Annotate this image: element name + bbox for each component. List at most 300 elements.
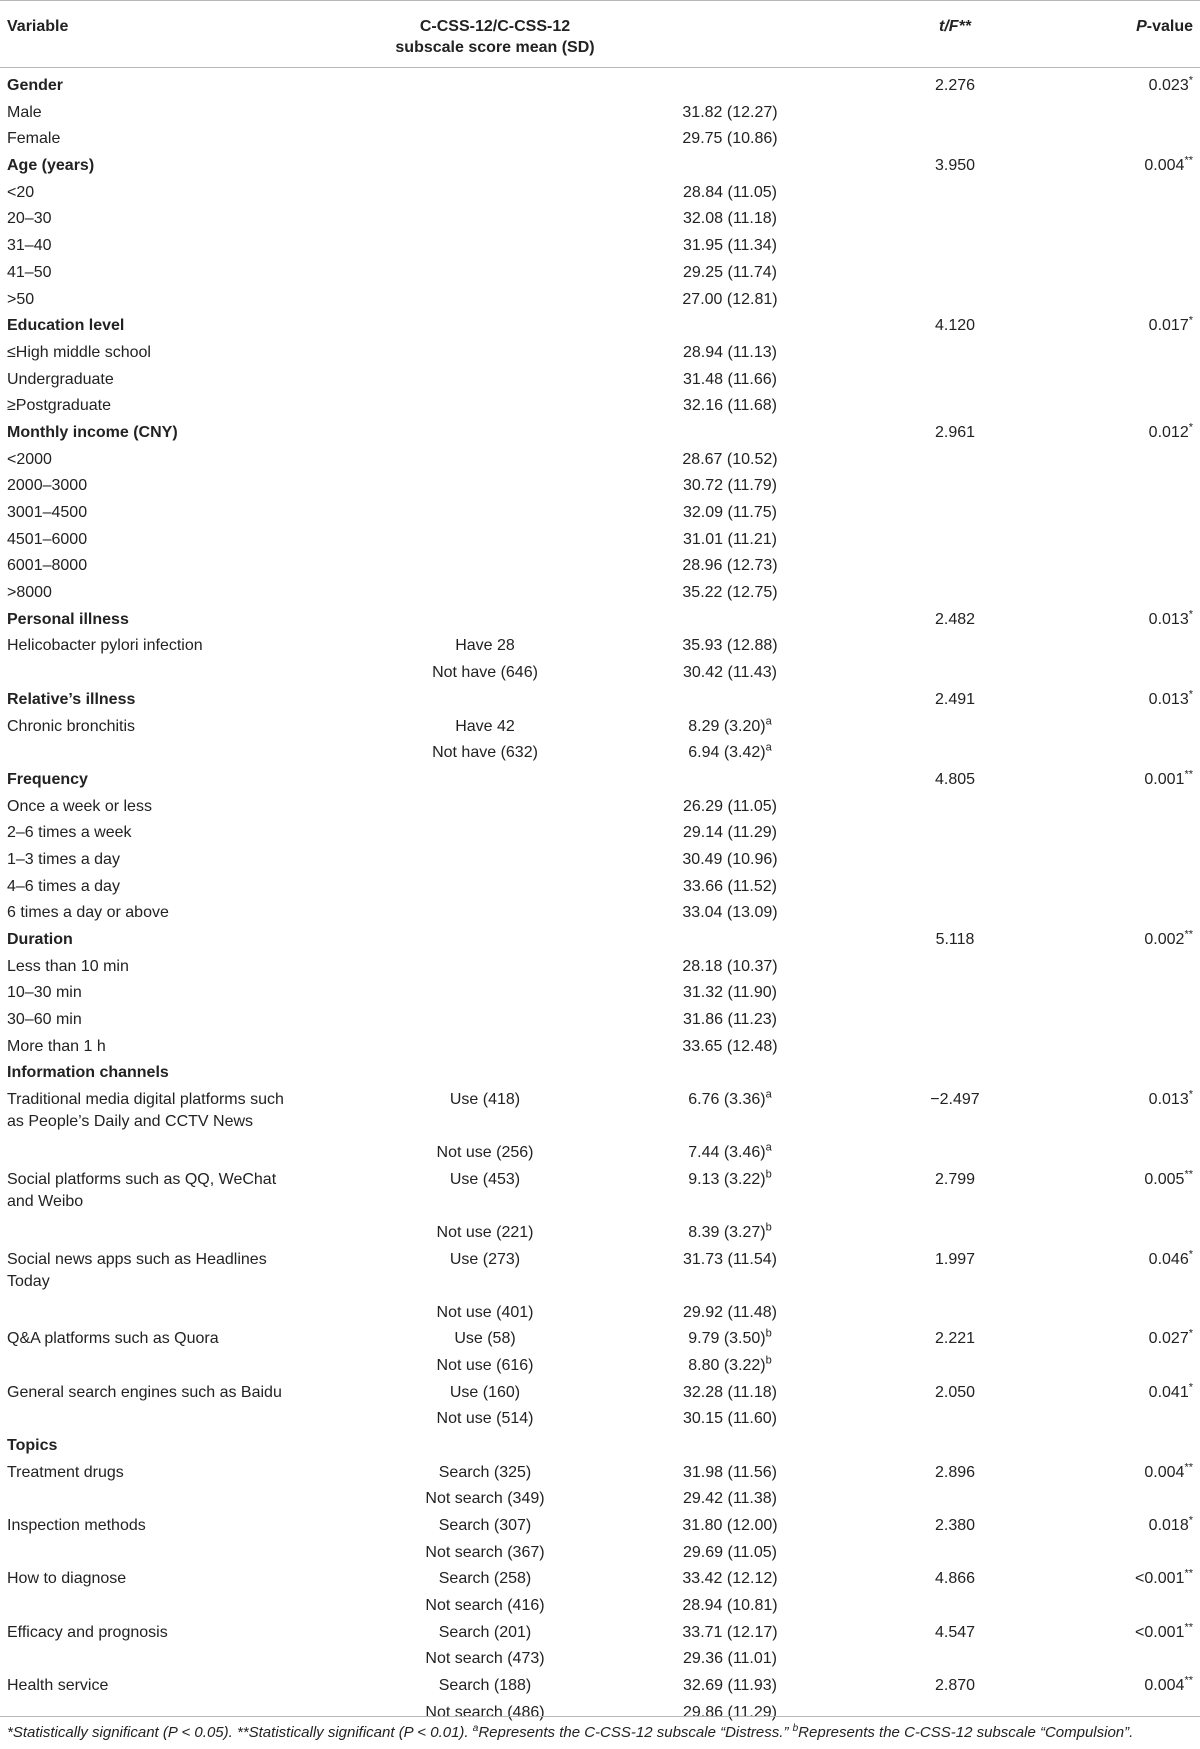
score-superscript: b (765, 1327, 772, 1340)
p-value-cell (1149, 1089, 1193, 1111)
score-cell (640, 1568, 820, 1590)
group-cell: Search (188) (438, 1677, 532, 1695)
tf-cell: 4.547 (934, 1623, 976, 1641)
score-cell (640, 1382, 820, 1404)
score-cell (640, 342, 820, 364)
variable-cell: Health service (7, 1677, 109, 1695)
group-cell: Not use (256) (436, 1144, 534, 1162)
score-superscript: a (765, 1088, 772, 1101)
score-cell (640, 1462, 820, 1484)
group-cell: Not search (473) (425, 1650, 545, 1668)
group-cell: Not search (367) (425, 1543, 545, 1561)
score-cell (640, 662, 820, 684)
table-section-row (0, 315, 1200, 342)
p-significance-mark: ** (1184, 1168, 1193, 1181)
p-value-cell (1144, 769, 1193, 791)
score-cell (640, 1355, 820, 1377)
tf-cell: 2.482 (934, 610, 976, 628)
p-value-cell (1149, 1382, 1193, 1404)
score-cell (640, 742, 820, 764)
tf-cell: 2.870 (934, 1677, 976, 1695)
score-value: 8.29 (3.20) (688, 717, 766, 735)
score-value: 30.15 (11.60) (683, 1410, 777, 1428)
table-row (0, 582, 1200, 609)
score-value: 29.86 (11.29) (683, 1703, 777, 1721)
score-value: 28.84 (11.05) (683, 183, 777, 201)
p-value-cell (1135, 1568, 1193, 1590)
score-cell (640, 262, 820, 284)
variable-cell: Education level (7, 317, 125, 335)
p-value-cell (1149, 422, 1193, 444)
group-cell: Not have (632) (432, 744, 538, 762)
score-superscript: a (765, 715, 772, 728)
table-row (0, 742, 1200, 769)
table-body (0, 75, 1200, 1729)
p-significance-mark: * (1188, 421, 1193, 434)
variable-cell: 30–60 min (7, 1011, 82, 1029)
score-cell (640, 582, 820, 604)
header-p-italic: P (1136, 18, 1147, 35)
tf-cell: 1.997 (934, 1250, 976, 1268)
p-value: <0.001 (1135, 1570, 1185, 1588)
score-value: 31.98 (11.56) (683, 1463, 777, 1481)
score-value: 32.16 (11.68) (683, 397, 777, 415)
score-cell (640, 1675, 820, 1697)
variable-cell: >50 (7, 290, 35, 308)
score-cell (640, 982, 820, 1004)
variable-cell: Social news apps such as Headlines Today (7, 1250, 267, 1290)
table-row (0, 502, 1200, 529)
score-value: 32.69 (11.93) (683, 1677, 777, 1695)
score-cell (640, 1408, 820, 1430)
table-row (0, 449, 1200, 476)
p-value-cell (1144, 155, 1193, 177)
p-value: 0.041 (1148, 1383, 1189, 1401)
variable-cell: <2000 (7, 450, 52, 468)
p-value: 0.013 (1148, 1091, 1189, 1109)
table-row (0, 956, 1200, 983)
p-value: 0.004 (1144, 157, 1185, 175)
p-significance-mark: * (1188, 608, 1193, 621)
p-significance-mark: ** (1184, 1568, 1193, 1581)
score-cell (640, 529, 820, 551)
table-row (0, 1462, 1200, 1489)
table-header (0, 0, 1200, 68)
score-cell (640, 1302, 820, 1324)
group-cell: Not use (401) (436, 1303, 534, 1321)
score-value: 33.66 (11.52) (683, 877, 777, 895)
table-row (0, 1089, 1200, 1142)
table-row (0, 289, 1200, 316)
p-value-cell (1149, 1249, 1193, 1271)
table-row (0, 1648, 1200, 1675)
table-row (0, 235, 1200, 262)
table-row (0, 395, 1200, 422)
header-score-line2: subscale score mean (SD) (395, 39, 595, 56)
p-value: 0.018 (1148, 1517, 1189, 1534)
table-section-row (0, 929, 1200, 956)
variable-cell: <20 (7, 183, 35, 201)
score-value: 30.72 (11.79) (683, 477, 777, 495)
table-row (0, 716, 1200, 743)
p-value: 0.012 (1148, 423, 1189, 441)
score-cell (640, 395, 820, 417)
tf-cell: 4.866 (934, 1570, 976, 1588)
table-row (0, 902, 1200, 929)
p-significance-mark: * (1188, 688, 1193, 701)
p-value-cell (1144, 1675, 1193, 1697)
p-value: 0.013 (1148, 690, 1189, 708)
variable-cell: 2000–3000 (7, 477, 88, 495)
table-row (0, 822, 1200, 849)
variable-cell: 10–30 min (7, 984, 82, 1002)
tf-cell: 2.896 (934, 1463, 976, 1481)
table-row (0, 1622, 1200, 1649)
score-cell (640, 876, 820, 898)
p-significance-mark: * (1188, 1248, 1193, 1261)
variable-cell: Once a week or less (7, 797, 152, 815)
score-value: 7.44 (3.46) (688, 1144, 766, 1162)
score-cell (640, 1089, 820, 1111)
table-section-row (0, 422, 1200, 449)
p-value: <0.001 (1135, 1623, 1185, 1641)
table-row (0, 1675, 1200, 1702)
header-score (345, 16, 645, 58)
tf-cell: 2.491 (934, 690, 976, 708)
score-value: 35.93 (12.88) (682, 637, 778, 655)
group-cell: Not search (486) (425, 1703, 545, 1721)
score-cell (640, 635, 820, 657)
p-significance-mark: ** (1184, 1674, 1193, 1687)
variable-cell: Q&A platforms such as Quora (7, 1330, 219, 1348)
score-value: 31.95 (11.34) (683, 237, 777, 255)
group-cell: Have 42 (455, 717, 515, 735)
score-cell (640, 475, 820, 497)
p-significance-mark: * (1188, 1381, 1193, 1394)
score-cell (640, 1515, 820, 1537)
score-value: 35.22 (12.75) (682, 584, 778, 602)
tf-cell: 2.961 (934, 423, 976, 441)
footnote-part3: Represents the C-CSS-12 subscale “Compulsion”. (798, 1724, 1134, 1741)
variable-cell: Helicobacter pylori infection (7, 637, 203, 655)
variable-cell: Male (7, 103, 42, 121)
variable-cell: General search engines such as Baidu (7, 1383, 282, 1401)
table-row (0, 1169, 1200, 1222)
p-significance-mark: * (1188, 314, 1193, 327)
table-row (0, 1328, 1200, 1355)
group-cell: Not use (221) (436, 1223, 534, 1241)
group-cell: Not use (514) (436, 1410, 534, 1428)
group-cell: Search (325) (438, 1463, 532, 1481)
score-value: 33.71 (12.17) (682, 1623, 778, 1641)
group-cell: Not search (349) (425, 1490, 545, 1508)
group-cell: Not have (646) (432, 664, 538, 682)
score-cell (640, 1036, 820, 1058)
variable-cell: Female (7, 130, 61, 148)
score-cell (640, 1648, 820, 1670)
table-row (0, 1142, 1200, 1169)
score-superscript: a (765, 741, 772, 754)
p-significance-mark: * (1188, 1514, 1193, 1527)
p-significance-mark: * (1188, 74, 1193, 87)
variable-cell: Less than 10 min (7, 957, 129, 975)
table-row (0, 1302, 1200, 1329)
score-value: 31.32 (11.90) (683, 984, 777, 1002)
score-value: 29.75 (10.86) (682, 130, 778, 148)
score-cell (640, 1542, 820, 1564)
group-cell: Not search (416) (425, 1597, 545, 1615)
score-cell (640, 796, 820, 818)
header-p-value (1136, 16, 1193, 37)
score-cell (640, 182, 820, 204)
variable-cell: Relative’s illness (7, 690, 136, 708)
variable-cell: Gender (7, 77, 64, 94)
p-value-cell (1144, 929, 1193, 951)
variable-cell: Monthly income (CNY) (7, 423, 178, 441)
table-row (0, 796, 1200, 823)
table-row (0, 1568, 1200, 1595)
p-value-cell (1149, 609, 1193, 631)
table-row (0, 635, 1200, 662)
table-row (0, 475, 1200, 502)
table-footnote (0, 1716, 1200, 1749)
score-cell (640, 902, 820, 924)
score-superscript: b (765, 1168, 772, 1181)
variable-cell: Personal illness (7, 610, 129, 628)
p-value-cell (1149, 1515, 1193, 1537)
table-row (0, 529, 1200, 556)
variable-cell: Traditional media digital platforms such as People’s Daily and CCTV News (7, 1091, 284, 1131)
variable-cell: ≥Postgraduate (7, 397, 111, 415)
group-cell: Search (258) (438, 1570, 532, 1588)
group-cell: Search (307) (438, 1517, 532, 1534)
score-cell (640, 1328, 820, 1350)
variable-cell: How to diagnose (7, 1570, 127, 1588)
score-value: 32.08 (11.18) (683, 210, 777, 228)
p-value-cell (1149, 315, 1193, 337)
score-cell (640, 449, 820, 471)
group-cell: Use (453) (449, 1170, 521, 1188)
table-row (0, 128, 1200, 155)
tf-cell: 2.221 (934, 1330, 976, 1348)
table-section-row (0, 155, 1200, 182)
table-row (0, 876, 1200, 903)
table-row (0, 1542, 1200, 1569)
score-value: 9.79 (3.50) (688, 1330, 766, 1348)
table-row (0, 1408, 1200, 1435)
p-significance-mark: * (1188, 1327, 1193, 1340)
p-value-cell (1149, 689, 1193, 711)
table-row (0, 182, 1200, 209)
table-section-row (0, 689, 1200, 716)
footnote-sup-b: b (792, 1723, 799, 1734)
variable-cell: Social platforms such as QQ, WeChat and Weibo (7, 1170, 277, 1210)
score-value: 31.82 (12.27) (682, 103, 778, 121)
score-cell (640, 822, 820, 844)
variable-cell: 2–6 times a week (7, 824, 132, 842)
header-variable: Variable (7, 18, 69, 35)
score-value: 29.36 (11.01) (683, 1650, 777, 1668)
table-row (0, 1009, 1200, 1036)
variable-cell: >8000 (7, 584, 52, 602)
table-row (0, 262, 1200, 289)
p-value: 0.004 (1144, 1677, 1185, 1695)
score-value: 26.29 (11.05) (683, 797, 777, 815)
tf-cell: 4.120 (934, 317, 976, 335)
p-significance-mark: ** (1184, 1621, 1193, 1634)
variable-cell: ≤High middle school (7, 343, 151, 361)
score-value: 33.04 (13.09) (682, 904, 778, 922)
p-value: 0.005 (1144, 1170, 1185, 1188)
variable-cell: 31–40 (7, 237, 52, 255)
table-section-row (0, 609, 1200, 636)
footnote-part1: *Statistically significant (P < 0.05). **Statistically significant (P < 0.01). (7, 1724, 473, 1741)
tf-cell: 2.380 (934, 1517, 976, 1534)
score-value: 29.14 (11.29) (683, 824, 777, 842)
score-cell (640, 1249, 820, 1271)
score-cell (640, 1488, 820, 1510)
tf-cell: −2.497 (930, 1091, 980, 1109)
variable-cell: Inspection methods (7, 1517, 146, 1534)
score-cell (640, 1169, 820, 1191)
p-value: 0.004 (1144, 1463, 1185, 1481)
p-significance-mark: ** (1184, 768, 1193, 781)
score-value: 6.94 (3.42) (688, 744, 766, 762)
score-value: 32.28 (11.18) (683, 1383, 777, 1401)
variable-cell: 4501–6000 (7, 530, 88, 548)
score-cell (640, 1142, 820, 1164)
p-value: 0.002 (1144, 931, 1185, 948)
p-significance-mark: ** (1184, 1461, 1193, 1474)
table-row (0, 982, 1200, 1009)
header-score-line1: C-CSS-12/C-CSS-12 (419, 18, 571, 35)
score-cell (640, 502, 820, 524)
p-value: 0.046 (1148, 1250, 1189, 1268)
score-cell (640, 1009, 820, 1031)
header-tf: t/F** (939, 18, 971, 35)
score-value: 8.80 (3.22) (688, 1356, 766, 1374)
score-cell (640, 128, 820, 150)
table-row (0, 208, 1200, 235)
score-cell (640, 102, 820, 124)
p-value-cell (1149, 75, 1193, 97)
score-cell (640, 716, 820, 738)
score-value: 29.69 (11.05) (683, 1543, 777, 1561)
p-value-cell (1144, 1462, 1193, 1484)
variable-cell: Frequency (7, 770, 88, 788)
score-superscript: a (765, 1141, 772, 1154)
p-value-cell (1135, 1622, 1193, 1644)
score-value: 9.13 (3.22) (688, 1170, 766, 1188)
score-superscript: b (765, 1354, 772, 1367)
variable-cell: 1–3 times a day (7, 850, 120, 868)
table-row (0, 1515, 1200, 1542)
score-value: 28.67 (10.52) (682, 450, 778, 468)
table-row (0, 1355, 1200, 1382)
p-value: 0.001 (1144, 770, 1185, 788)
score-value: 29.42 (11.38) (683, 1490, 777, 1508)
tf-cell: 2.799 (934, 1170, 976, 1188)
score-value: 28.96 (12.73) (682, 557, 778, 575)
group-cell: Not use (616) (436, 1356, 534, 1374)
tf-cell: 2.276 (934, 77, 976, 94)
score-cell (640, 369, 820, 391)
score-cell (640, 849, 820, 871)
variable-cell: 41–50 (7, 263, 52, 281)
variable-cell: 20–30 (7, 210, 52, 228)
p-significance-mark: ** (1184, 154, 1193, 167)
p-value: 0.017 (1148, 317, 1189, 335)
group-cell: Use (418) (449, 1091, 521, 1109)
header-p-rest: -value (1146, 18, 1193, 35)
score-cell (640, 208, 820, 230)
tf-cell: 4.805 (934, 770, 976, 788)
score-superscript: b (765, 1221, 772, 1234)
p-value-cell (1149, 1328, 1193, 1350)
p-value: 0.023 (1148, 77, 1189, 94)
score-value: 29.92 (11.48) (683, 1303, 777, 1321)
variable-cell: Age (years) (7, 157, 95, 175)
table-row (0, 342, 1200, 369)
footnote-sup-a: a (472, 1723, 479, 1734)
tf-cell: 5.118 (935, 931, 975, 948)
p-value: 0.027 (1148, 1330, 1189, 1348)
table-section-row (0, 769, 1200, 796)
score-value: 33.65 (12.48) (682, 1037, 778, 1055)
score-cell (640, 555, 820, 577)
score-value: 28.94 (10.81) (682, 1597, 778, 1615)
score-value: 30.42 (11.43) (683, 664, 777, 682)
group-cell: Have 28 (455, 637, 515, 655)
group-cell: Search (201) (438, 1623, 532, 1641)
score-value: 31.86 (11.23) (683, 1011, 777, 1029)
variable-cell: Treatment drugs (7, 1463, 124, 1481)
score-cell (640, 1222, 820, 1244)
table-row (0, 1249, 1200, 1302)
score-cell (640, 235, 820, 257)
score-value: 31.80 (12.00) (682, 1517, 778, 1534)
score-value: 27.00 (12.81) (682, 290, 778, 308)
table-row (0, 1595, 1200, 1622)
score-value: 33.42 (12.12) (682, 1570, 778, 1588)
table-row (0, 1036, 1200, 1063)
score-value: 30.49 (10.96) (682, 850, 778, 868)
table-section-row (0, 1435, 1200, 1462)
variable-cell: Duration (7, 931, 73, 948)
group-cell: Use (273) (449, 1250, 521, 1268)
table-row (0, 662, 1200, 689)
score-value: 8.39 (3.27) (688, 1223, 766, 1241)
tf-cell: 2.050 (934, 1383, 976, 1401)
score-value: 28.94 (11.13) (683, 343, 777, 361)
variable-cell: 6 times a day or above (7, 904, 169, 922)
score-value: 6.76 (3.36) (688, 1091, 766, 1109)
score-value: 31.01 (11.21) (683, 530, 777, 548)
table-row (0, 369, 1200, 396)
variable-cell: More than 1 h (7, 1037, 106, 1055)
score-value: 28.18 (10.37) (682, 957, 778, 975)
variable-cell: Information channels (7, 1064, 169, 1082)
footnote-part2: Represents the C-CSS-12 subscale “Distress.” (478, 1724, 793, 1741)
tf-cell: 3.950 (934, 157, 976, 175)
table-section-row (0, 1062, 1200, 1089)
score-value: 31.48 (11.66) (683, 370, 777, 388)
score-value: 29.25 (11.74) (683, 263, 777, 281)
score-cell (640, 956, 820, 978)
score-cell (640, 289, 820, 311)
group-cell: Use (160) (449, 1383, 521, 1401)
variable-cell: 3001–4500 (7, 504, 88, 521)
